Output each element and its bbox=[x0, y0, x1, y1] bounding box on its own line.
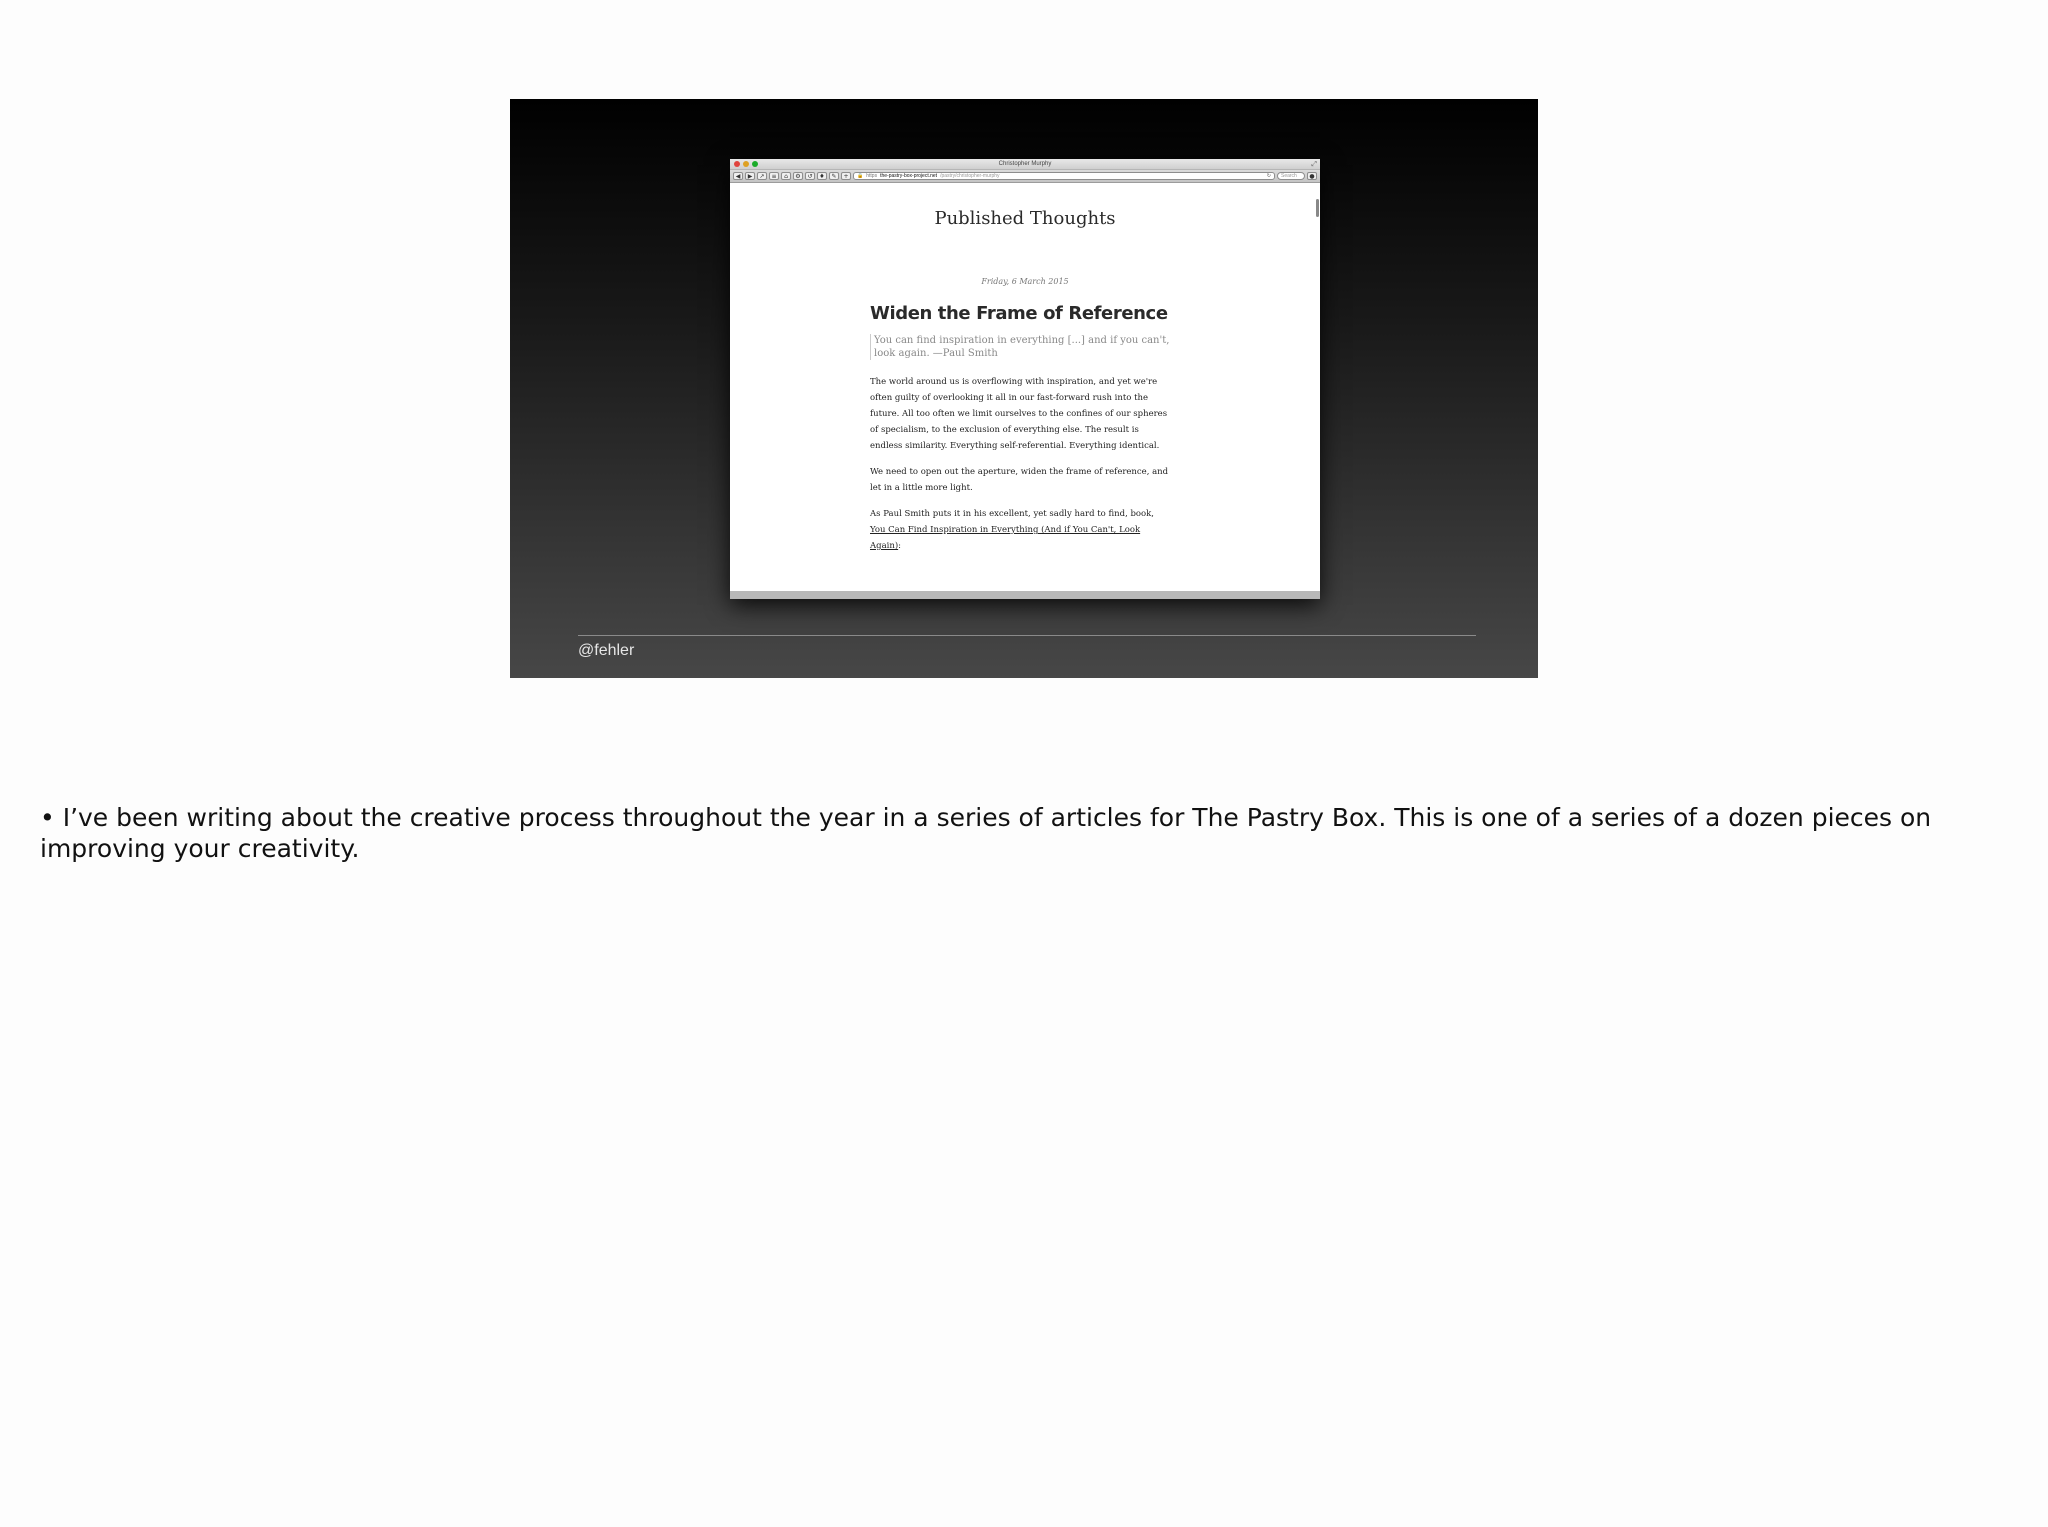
article-paragraph bbox=[870, 506, 1170, 554]
fullscreen-icon: ⤢ bbox=[1311, 160, 1317, 168]
web-page bbox=[730, 183, 1320, 591]
site-title: Published Thoughts bbox=[934, 208, 1116, 229]
home-icon: ⌂ bbox=[781, 172, 791, 180]
slide-footer-rule bbox=[578, 635, 1476, 636]
share-icon: ↗ bbox=[757, 172, 767, 180]
article-title: Widen the Frame of Reference bbox=[870, 303, 1168, 324]
article-quote: You can find inspiration in everything [...] and if you can't, look again. —Paul Smith bbox=[870, 334, 1170, 360]
slide bbox=[510, 99, 1538, 678]
url-path: /pastry/christopher-murphy bbox=[940, 173, 1000, 179]
url-scheme: https bbox=[866, 173, 878, 179]
reader-icon: ≡ bbox=[769, 172, 779, 180]
back-icon: ◀ bbox=[733, 172, 743, 180]
add-icon: + bbox=[841, 172, 851, 180]
history-icon: ↺ bbox=[805, 172, 815, 180]
address-bar bbox=[853, 172, 1275, 180]
reload-icon: ↻ bbox=[1266, 173, 1271, 179]
browser-window-screenshot bbox=[730, 159, 1320, 599]
article-paragraph: We need to open out the aperture, widen the frame of reference, and let in a little more light. bbox=[870, 467, 1169, 493]
bookmark-icon: ♦ bbox=[817, 172, 827, 180]
book-link: You Can Find Inspiration in Everything (And if You Can't, Look Again) bbox=[870, 525, 1141, 551]
browser-statusbar bbox=[730, 591, 1320, 599]
article-paragraph: The world around us is overflowing with inspiration, and yet we're often guilty of overlooking it all in our fast-forward rush into the future. All too often we limit ourselves to the confines of our spheres of specialism, to the exclusion of everything else. The result is endless similarity. Everything self-referential. Everything identical. bbox=[870, 377, 1168, 451]
presenter-notes: • I’ve been writing about the creative process throughout the year in a series of articles for The Pastry Box. This is one of a series of a dozen pieces on improving your creativity. bbox=[40, 803, 1932, 863]
settings-icon: ⚙ bbox=[793, 172, 803, 180]
twitter-handle: @fehler bbox=[578, 642, 635, 659]
paragraph-end: : bbox=[898, 541, 902, 551]
download-icon: ● bbox=[1307, 172, 1317, 180]
browser-toolbar bbox=[730, 170, 1320, 183]
forward-icon: ▶ bbox=[745, 172, 755, 180]
url-host: the-pastry-box-project.net bbox=[880, 173, 938, 179]
article bbox=[870, 303, 1170, 564]
browser-titlebar bbox=[730, 159, 1320, 170]
paragraph-text: As Paul Smith puts it in his excellent, yet sadly hard to find, book, bbox=[870, 509, 1154, 519]
tools-icon: ✎ bbox=[829, 172, 839, 180]
article-date: Friday, 6 March 2015 bbox=[981, 277, 1069, 286]
lock-icon: 🔒 bbox=[857, 173, 864, 179]
search-field: Search bbox=[1277, 172, 1305, 180]
window-title: Christopher Murphy bbox=[998, 161, 1052, 167]
